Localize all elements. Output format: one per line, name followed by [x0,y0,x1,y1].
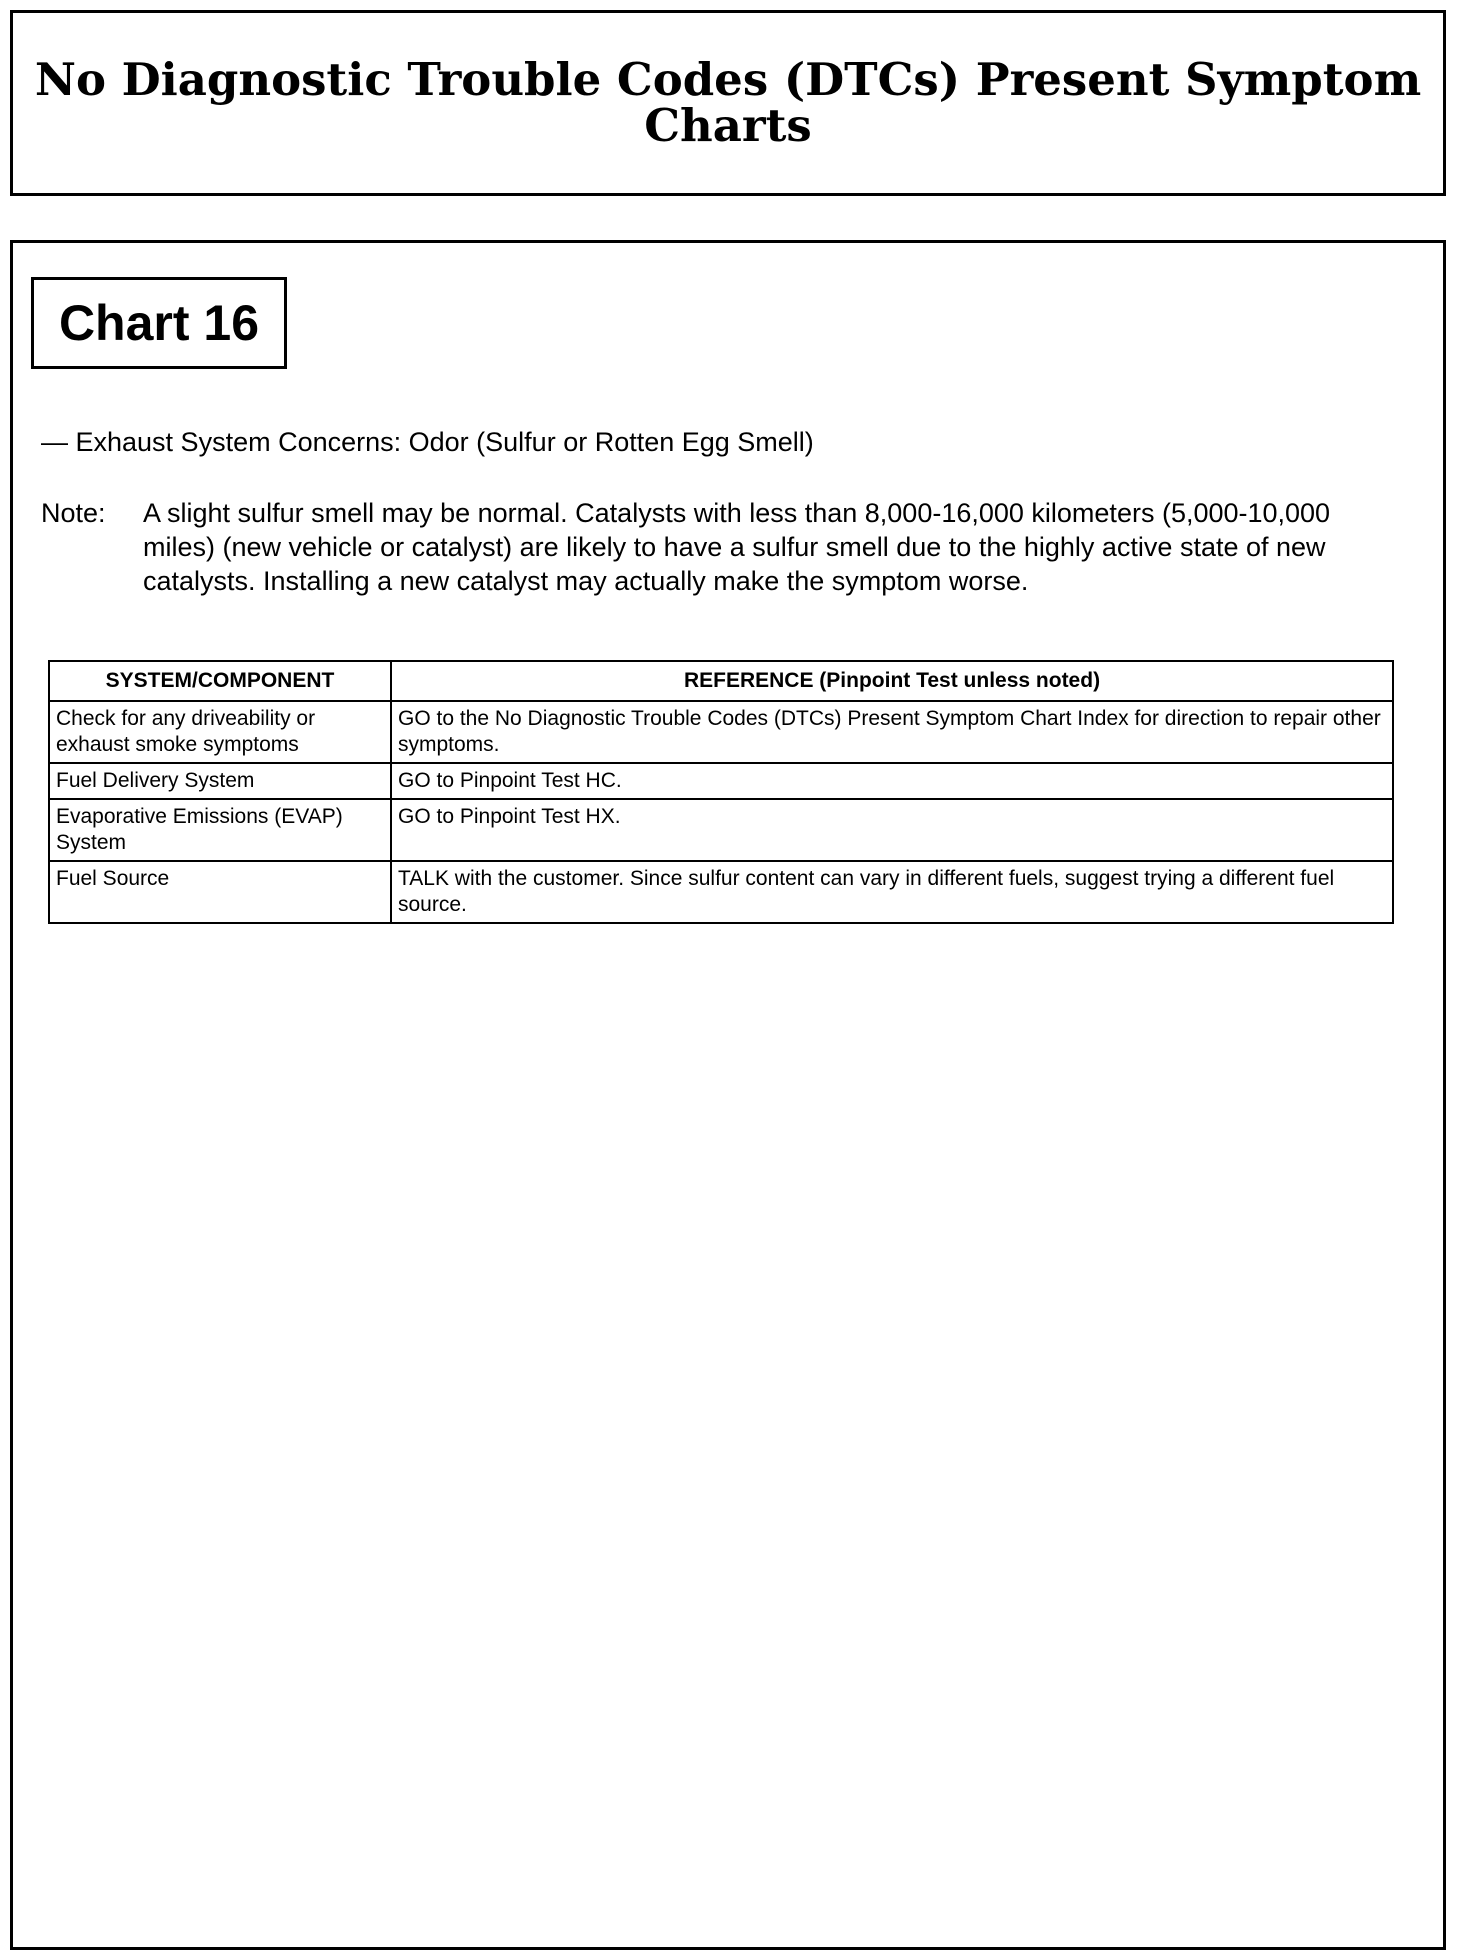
concern-heading: — Exhaust System Concerns: Odor (Sulfur or Rotten Egg Smell) [41,427,814,457]
reference-cell: GO to the No Diagnostic Trouble Codes (DTCs) Present Symptom Chart Index for direction to repair other symptoms. [391,701,1393,763]
chart-panel [10,240,1446,1950]
reference-cell: TALK with the customer. Since sulfur content can vary in different fuels, suggest trying a different fuel source. [391,861,1393,923]
page-title-line-2: Charts [644,99,812,152]
page-header [10,10,1446,196]
reference-cell: GO to Pinpoint Test HC. [391,763,1393,799]
component-cell: Fuel Source [49,861,391,923]
table-row [49,799,1393,861]
note-label: Note: [41,498,106,528]
component-cell: Evaporative Emissions (EVAP) System [49,799,391,861]
column-header-reference: REFERENCE (Pinpoint Test unless noted) [391,661,1393,701]
reference-cell: GO to Pinpoint Test HX. [391,799,1393,861]
table-row [49,763,1393,799]
component-cell: Fuel Delivery System [49,763,391,799]
table-row [49,701,1393,763]
column-header-system-component: SYSTEM/COMPONENT [49,661,391,701]
table-row [49,861,1393,923]
component-cell: Check for any driveability or exhaust smoke symptoms [49,701,391,763]
note-block [41,496,1401,598]
table-header-row [49,661,1393,701]
note-text: A slight sulfur smell may be normal. Catalysts with less than 8,000-16,000 kilometers (5,000-10,000 miles) (new vehicle or catalyst) are likely to have a sulfur smell due to the highly active state of new catalysts. Installing a new catalyst may actually make the symptom worse. [143,498,1331,596]
page-title-line-1: No Diagnostic Trouble Codes (DTCs) Present Symptom [34,53,1422,106]
reference-table [48,660,1394,924]
chart-number-label: Chart 16 [31,277,287,369]
